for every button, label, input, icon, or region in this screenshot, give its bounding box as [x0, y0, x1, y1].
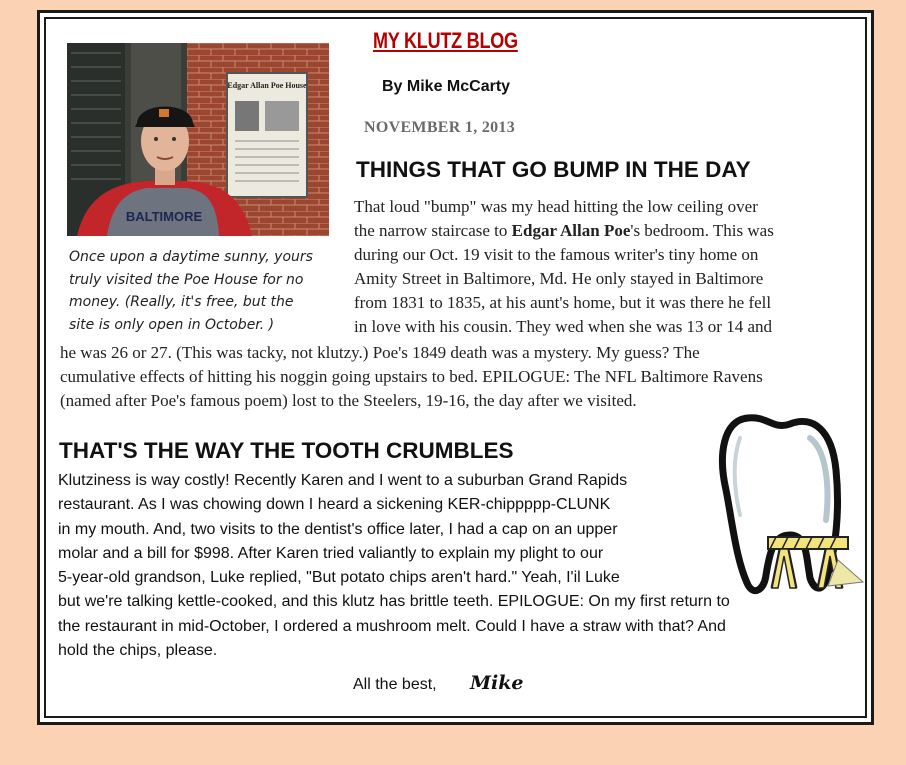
- post2-line: in my mouth. And, two visits to the dentist's office later, I had a cap on an upper: [58, 520, 618, 538]
- post1-body-right: [354, 195, 774, 339]
- post2-line: 5-year-old grandson, Luke replied, "But potato chips aren't hard." Yeah, I'il Luke: [58, 569, 620, 587]
- caption-line: Once upon a daytime sunny, yours: [69, 249, 313, 265]
- signature: Mike: [470, 672, 524, 694]
- post1-body-full: [60, 341, 763, 413]
- post1-line: in love with his cousin. They wed when she was 13 or 14 and: [354, 317, 773, 336]
- plaque-text: Edgar Allan Poe House: [227, 81, 307, 90]
- post1-line: That loud "bump" was my head hitting the low ceiling over: [354, 197, 758, 216]
- post2-line: the restaurant in mid-October, I ordered a mushroom melt. Could I have a straw with that? And: [58, 617, 726, 635]
- caption-line: money. (Really, it's free, but the: [69, 294, 294, 310]
- blog-title: MY KLUTZ BLOG: [373, 28, 518, 53]
- post1-line: [354, 219, 774, 243]
- post2-line: hold the chips, please.: [58, 642, 218, 660]
- caption-line: truly visited the Poe House for no: [69, 271, 304, 288]
- post1-line: (named after Poe's famous poem) lost to the Steelers, 19-16, the day after we visited.: [60, 391, 637, 410]
- post2-body: [58, 469, 730, 663]
- post1-line: cumulative effects of hitting his noggin going upstairs to bed. EPILOGUE: The NFL Baltimore Ravens: [60, 367, 763, 386]
- photo-caption: [69, 246, 341, 336]
- post1-line: from 1831 to 1835, at his aunt's home, but it was there he fell: [354, 293, 772, 312]
- tooth-icon: [718, 410, 873, 595]
- caption-line: site is only open in October. ): [69, 316, 275, 333]
- post2-line: molar and a bill for $998. After Karen tried valiantly to explain my plight to our: [58, 544, 604, 562]
- post1-line: Amity Street in Baltimore, Md. He only stayed in Baltimore: [354, 269, 764, 288]
- post2-line: but we're talking kettle-cooked, and this klutz has brittle teeth. EPILOGUE: On my first return to: [58, 593, 730, 611]
- post2-line: restaurant. As I was chowing down I heard a sickening KER-chippppp-CLUNK: [58, 496, 611, 514]
- post1-line-part: 's bedroom. This was: [630, 221, 774, 240]
- post1-line-part: the narrow staircase to: [354, 221, 512, 240]
- poe-house-photo: [67, 43, 329, 236]
- post1-line: during our Oct. 19 visit to the famous writer's tiny home on: [354, 245, 759, 264]
- post-date: NOVEMBER 1, 2013: [364, 119, 516, 136]
- post1-headline: THINGS THAT GO BUMP IN THE DAY: [356, 157, 751, 182]
- post2-headline: THAT'S THE WAY THE TOOTH CRUMBLES: [59, 438, 514, 463]
- photo-illustration: [67, 43, 329, 236]
- post2-line: Klutziness is way costly! Recently Karen and I went to a suburban Grand Rapids: [58, 472, 628, 489]
- byline: By Mike McCarty: [382, 78, 511, 95]
- shirt-text: BALTIMORE: [125, 209, 203, 224]
- post1-line: he was 26 or 27. (This was tacky, not klutzy.) Poe's 1849 death was a mystery. My guess? The: [60, 343, 700, 362]
- poe-name-bold: Edgar Allan Poe: [511, 221, 631, 240]
- signoff-text: All the best,: [353, 676, 437, 693]
